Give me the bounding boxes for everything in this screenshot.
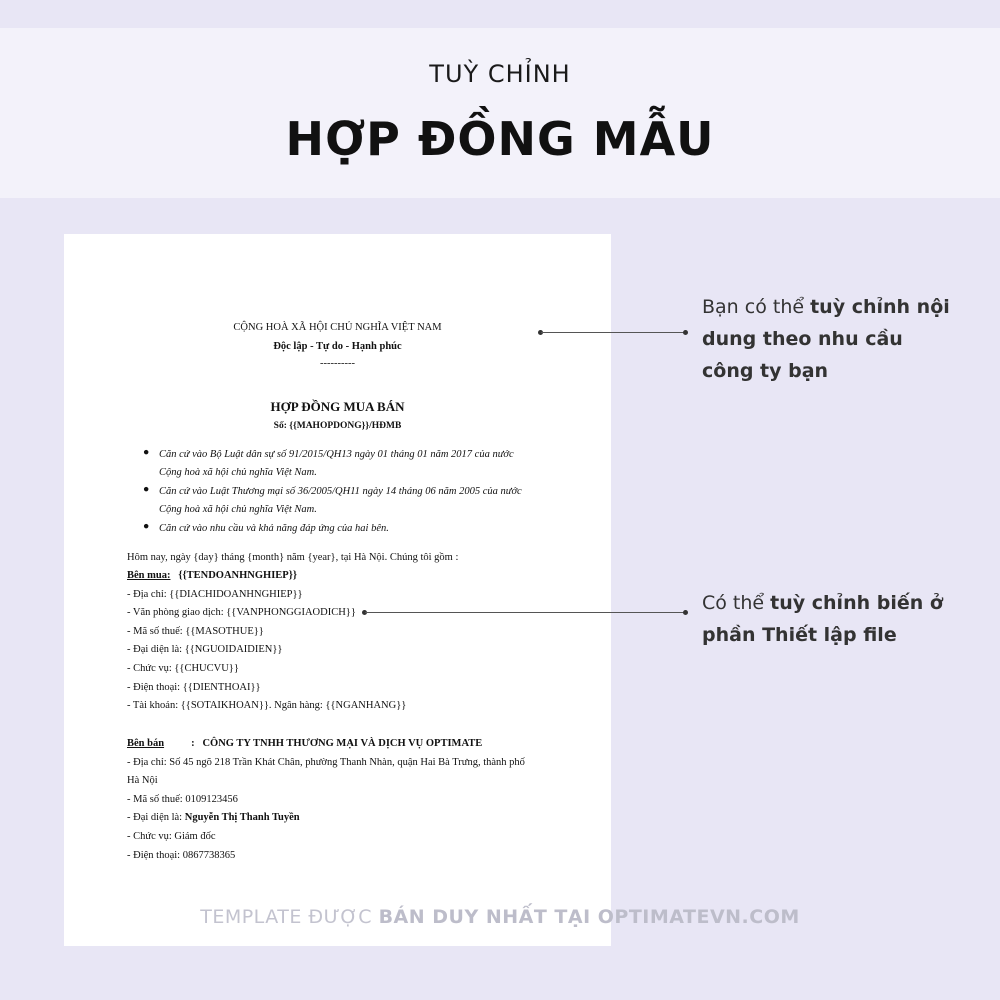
annotation-1-bold-1: tuỳ chỉnh nội — [810, 296, 950, 318]
seller-label: Bên bán — [127, 738, 165, 749]
doc-intro: Hôm nay, ngày {day} tháng {month} năm {year}, tại Hà Nội. Chúng tôi gồm : — [127, 552, 459, 563]
bullet-dot: ● — [143, 447, 150, 458]
seller-colon: : — [191, 738, 195, 749]
bullet-1-line-1: Căn cứ vào Bộ Luật dân sự số 91/2015/QH13 ngày 01 tháng 01 năm 2017 của nước — [159, 449, 514, 460]
bullet-3-line-1: Căn cứ vào nhu cầu và khả năng đáp ứng của hai bên. — [159, 523, 389, 534]
annotation-1-prefix: Bạn có thể — [702, 296, 811, 318]
header-title: HỢP ĐỒNG MẪU — [285, 112, 715, 166]
footer-prefix: TEMPLATE ĐƯỢC — [200, 906, 379, 928]
doc-nation: CỘNG HOÀ XÃ HỘI CHỦ NGHĨA VIỆT NAM — [233, 322, 442, 333]
seller-rep-name: Nguyễn Thị Thanh Tuyền — [184, 812, 300, 823]
bullet-1-line-2: Cộng hoà xã hội chủ nghĩa Việt Nam. — [159, 467, 317, 478]
contract-document — [64, 234, 611, 946]
doc-separator: ---------- — [320, 358, 355, 369]
annotation-customize-content — [702, 291, 982, 387]
annotation-2-bold-2: phần Thiết lập file — [702, 624, 897, 646]
buyer-phone: - Điện thoại: {{DIENTHOAI}} — [127, 682, 261, 693]
seller-address-1: - Địa chỉ: Số 45 ngõ 218 Trần Khát Chân, phường Thanh Nhàn, quận Hai Bà Trưng, thành phố — [127, 757, 525, 768]
header-subtitle: TUỲ CHỈNH — [429, 60, 571, 88]
seller-address-2: Hà Nội — [127, 775, 158, 786]
seller-name: CÔNG TY TNHH THƯƠNG MẠI VÀ DỊCH VỤ OPTIMATE — [202, 738, 483, 749]
buyer-rep: - Đại diện là: {{NGUOIDAIDIEN}} — [127, 644, 283, 655]
connector-dot-end — [683, 330, 688, 335]
buyer-name: {{TENDOANHNGHIEP}} — [178, 570, 297, 581]
annotation-1-bold-3: công ty bạn — [702, 360, 829, 382]
bullet-2-line-1: Căn cứ vào Luật Thương mại số 36/2005/QH11 ngày 14 tháng 06 năm 2005 của nước — [159, 486, 522, 497]
seller-position: - Chức vụ: Giám đốc — [127, 831, 216, 842]
annotation-2-prefix: Có thể — [702, 592, 771, 614]
buyer-heading — [127, 570, 297, 581]
annotation-2-bold-1: tuỳ chỉnh biến ở — [770, 592, 943, 614]
bullet-dot: ● — [143, 521, 150, 532]
seller-rep — [127, 812, 300, 823]
doc-title: HỢP ĐỒNG MUA BÁN — [270, 399, 405, 414]
connector-line-2 — [365, 612, 686, 613]
buyer-account: - Tài khoản: {{SOTAIKHOAN}}. Ngân hàng: {{NGANHANG}} — [127, 700, 407, 711]
seller-tax: - Mã số thuế: 0109123456 — [127, 794, 238, 805]
bullet-dot: ● — [143, 484, 150, 495]
connector-dot-end — [683, 610, 688, 615]
buyer-tax: - Mã số thuế: {{MASOTHUE}} — [127, 626, 264, 637]
buyer-address: - Địa chỉ: {{DIACHIDOANHNGHIEP}} — [127, 589, 303, 600]
buyer-office: - Văn phòng giao dịch: {{VANPHONGGIAODICH}} — [127, 607, 356, 618]
bullet-2-line-2: Cộng hoà xã hội chủ nghĩa Việt Nam. — [159, 504, 317, 515]
seller-phone: - Điện thoại: 0867738365 — [127, 850, 236, 861]
footer-watermark — [0, 906, 1000, 928]
annotation-1-bold-2: dung theo nhu cầu — [702, 328, 903, 350]
seller-rep-prefix: - Đại diện là: — [127, 812, 185, 823]
connector-line-1 — [541, 332, 686, 333]
footer-bold: BÁN DUY NHẤT TẠI OPTIMATEVN.COM — [378, 906, 800, 928]
buyer-position: - Chức vụ: {{CHUCVU}} — [127, 663, 239, 674]
annotation-customize-variables — [702, 587, 982, 651]
doc-motto: Độc lập - Tự do - Hạnh phúc — [273, 341, 402, 352]
buyer-label: Bên mua: — [127, 570, 171, 581]
doc-number: Số: {{MAHOPDONG}}/HĐMB — [273, 421, 402, 431]
seller-heading — [127, 738, 482, 749]
